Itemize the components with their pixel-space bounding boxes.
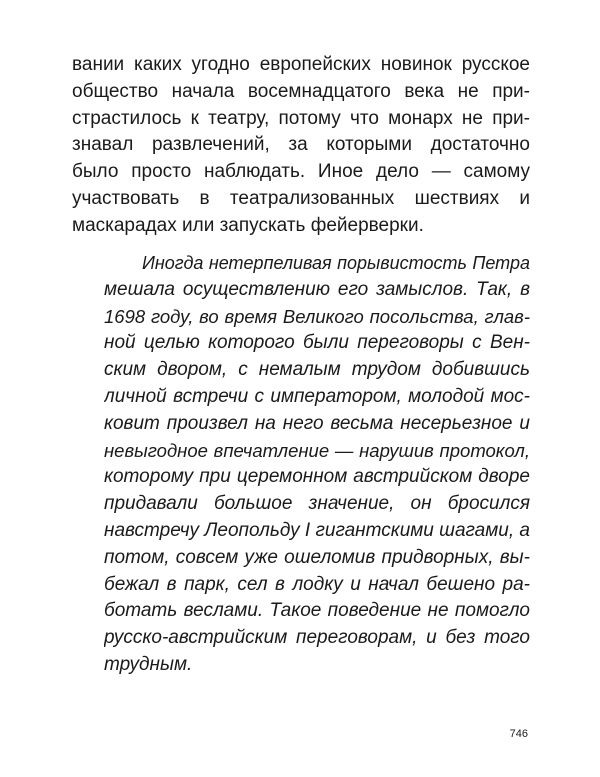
- quote-line: которому при церемонном австрийском дворе: [104, 466, 530, 488]
- quote-line: русско-австрийским переговорам, и без того: [104, 627, 530, 649]
- quote-line: мешала осуществлению его замыслов. Так, в: [104, 278, 530, 300]
- quote-line: невыгодное впечатление — нарушив протокол,: [104, 439, 530, 461]
- quote-line: ским двором, с немалым трудом добившись: [104, 359, 530, 381]
- quote-line: личной встречи с императором, молодой мос-: [104, 385, 530, 407]
- quote-line: 1698 году, во время Великого посольства, глав-: [104, 305, 530, 327]
- body-line: знавал развлечений, за которыми достаточно: [72, 134, 530, 156]
- body-line: маскарадах или запускать фейерверки.: [72, 214, 424, 236]
- quote-line: бежал в парк, сел в лодку и начал бешено ра-: [104, 573, 530, 595]
- body-line: общество начала восемнадцатого века не при-: [72, 80, 530, 102]
- quote-line: трудным.: [104, 653, 193, 675]
- page-number: 746: [509, 728, 528, 740]
- quote-line: придавали большое значение, он бросился: [104, 493, 530, 515]
- body-line: страстилось к театру, потому что монарх не при-: [72, 107, 530, 129]
- quote-line: потом, совсем уже ошеломив придворных, вы-: [104, 546, 530, 568]
- quote-line: ботать веслами. Такое поведение не помогло: [104, 600, 530, 622]
- quote-line: навстречу Леопольду I гигантскими шагами, а: [104, 519, 530, 541]
- italic-quote-block: [104, 250, 530, 679]
- body-line: было просто наблюдать. Иное дело — самому: [72, 161, 530, 183]
- quote-line: ковит произвел на него весьма несерьезное и: [104, 412, 530, 434]
- body-paragraph: [72, 52, 530, 240]
- body-line: участвовать в театрализованных шествиях и: [72, 187, 530, 209]
- quote-line: Иногда нетерпеливая порывистость Петра: [142, 253, 530, 273]
- body-line: вании каких угодно европейских новинок русское: [72, 54, 530, 75]
- quote-line: ной целью которого были переговоры с Вен-: [104, 332, 530, 354]
